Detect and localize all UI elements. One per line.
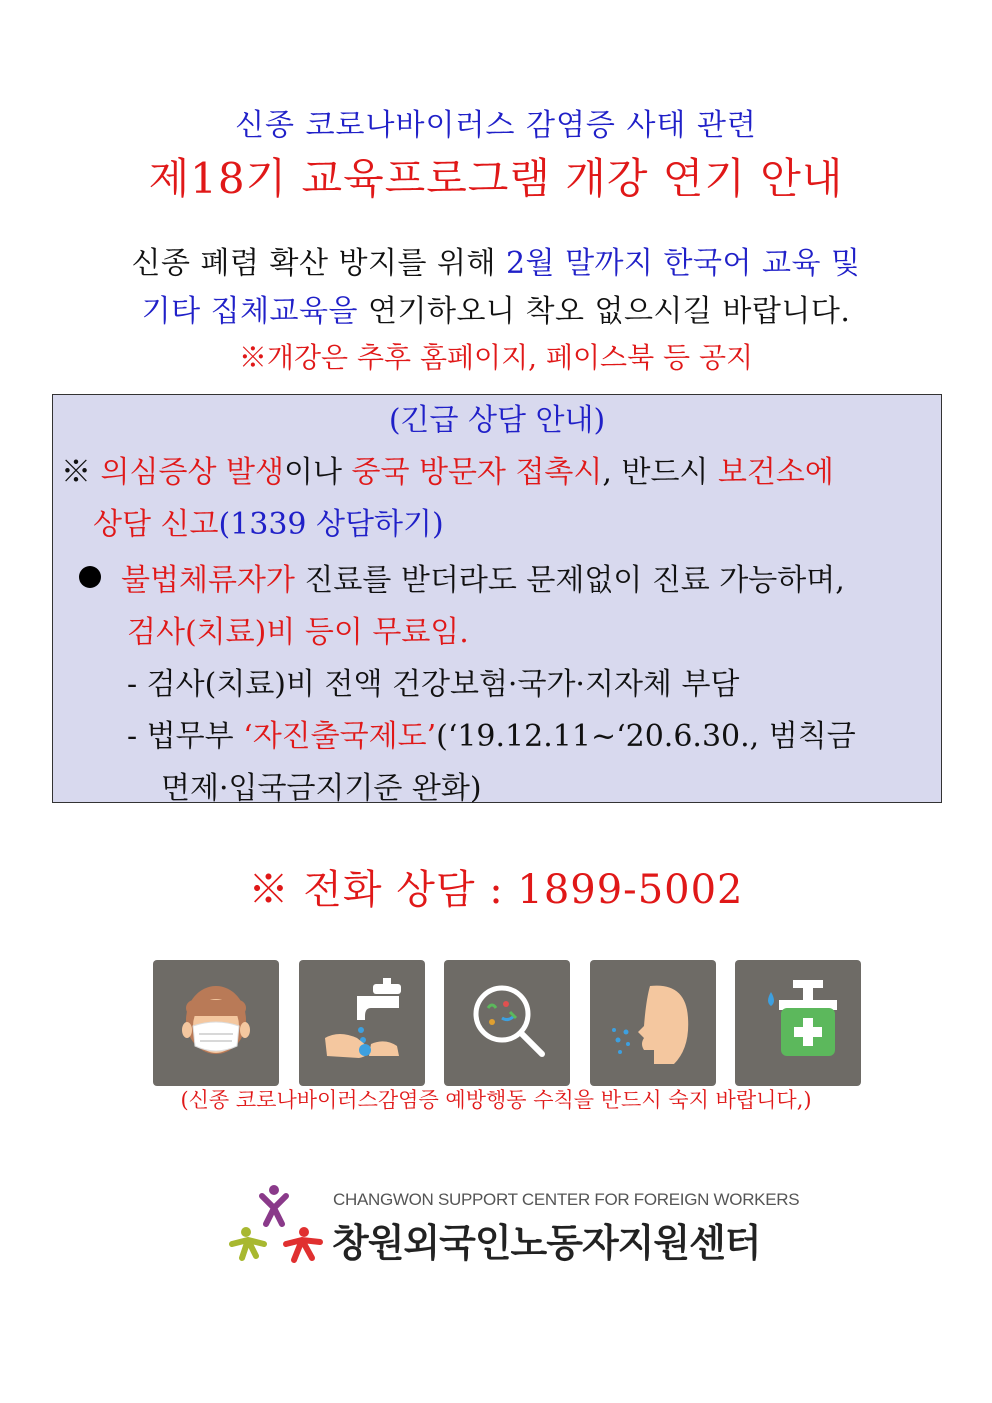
phone-consultation: ※ 전화 상담 : 1899-5002 [248,867,744,913]
people-logo-icon [228,1182,328,1274]
item-1-line-1 [61,447,834,491]
sneeze-icon [590,960,716,1086]
virus-magnifier-icon [444,960,570,1086]
bullet-icon [79,566,101,588]
text-red: 중국 방문자 접촉시 [351,455,603,490]
emergency-consultation-box [52,394,942,806]
box-title: (긴급 상담 안내) [388,403,606,438]
text-red: 보건소에 [717,455,834,490]
text: 이나 [283,455,352,490]
text: (‘19.12.11~‘20.6.30., 범칙금 [436,719,856,754]
logo-english-name: CHANGWON SUPPORT CENTER FOR FOREIGN WORKERS [333,1190,800,1209]
sanitizer-icon [735,960,861,1086]
intro-text: 연기하오니 착오 없으시길 바랍니다. [358,294,851,329]
item-2-line-2: 검사(치료)비 등이 무료임. [127,615,469,650]
text-red: ‘자진출국제도’ [243,719,437,754]
subtitle: 신종 코로나바이러스 감염증 사태 관련 [235,108,757,143]
text: - 법무부 [127,719,244,754]
item-2-line-1 [79,555,845,599]
item-4-line-1 [127,711,856,755]
caption: (신종 코로나바이러스감염증 예방행동 수칙을 반드시 숙지 바랍니다,) [180,1088,812,1112]
intro-line-2 [0,286,992,330]
handwash-icon [299,960,425,1086]
text: 진료를 받더라도 문제없이 진료 가능하며, [294,563,845,598]
text-red: 불법체류자가 [121,563,295,598]
text-blue: (1339 상담하기) [218,507,444,542]
reference-mark: ※ [61,455,101,490]
organization-logo [228,1182,800,1274]
item-3: - 검사(치료)비 전액 건강보험·국가·지자체 부담 [127,667,740,702]
item-1-line-2 [93,499,444,543]
text-red: 의심증상 발생 [100,455,284,490]
intro-highlight: 기타 집체교육을 [141,294,358,329]
intro-text: 신종 폐렴 확산 방지를 위해 [131,246,506,281]
text-red: 상담 신고 [93,507,219,542]
notice: ※개강은 추후 홈페이지, 페이스북 등 공지 [238,341,754,374]
intro-line-1 [0,238,992,282]
item-4-line-2: 면제·입국금지기준 완화) [161,771,482,806]
logo-korean-name: 창원외국인노동자지원센터 [332,1221,761,1265]
mask-icon [153,960,279,1086]
intro-highlight: 2월 말까지 한국어 교육 및 [505,246,861,281]
page-title: 제18기 교육프로그램 개강 연기 안내 [148,154,844,203]
text: , 반드시 [602,455,718,490]
